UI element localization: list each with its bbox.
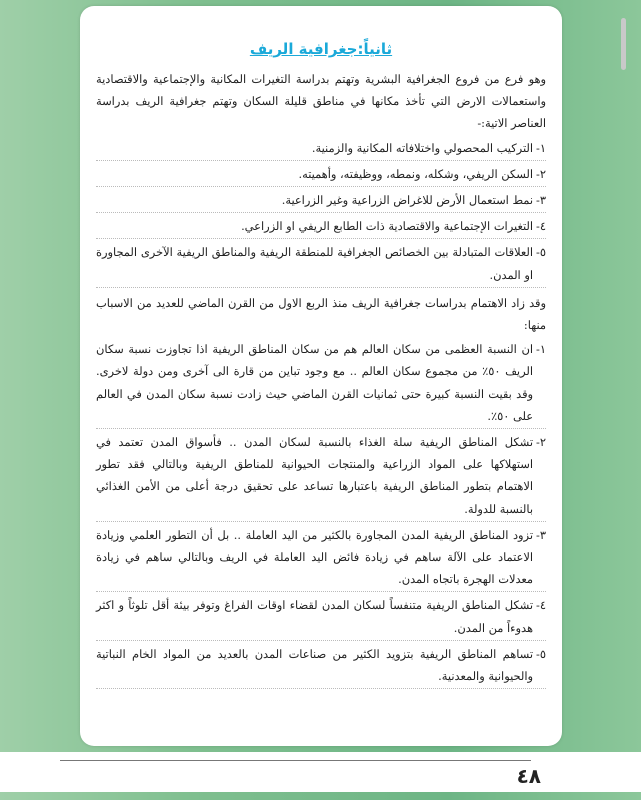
element-text: التغيرات الإجتماعية والاقتصادية ذات الطابع الريفي او الزراعي. — [241, 219, 534, 234]
element-item-2 — [96, 163, 546, 187]
reason-text: تساهم المناطق الريفية بتزويد الكثير من صناعات المدن بالعديد من المواد الخام النباتية والحيوانية والمعدنية. — [96, 646, 534, 684]
element-item-4 — [96, 215, 546, 239]
reason-number: ١- — [536, 342, 546, 357]
element-number: ٥- — [536, 245, 546, 260]
element-text: نمط استعمال الأرض للاغراض الزراعية وغير الزراعية. — [281, 193, 534, 208]
page-number: ٤٨ — [516, 764, 541, 788]
page-card — [80, 6, 562, 746]
reason-text: تزود المناطق الريفية المدن المجاورة بالكثير من اليد العاملة .. بل أن التطور العلمي وزيادة الاعتماد على الآلة ساهم في زيادة فائض اليد العاملة في الريف وبالتالي ساهم في زيادة معدلات الهجرة باتجاه المدن. — [96, 527, 534, 587]
element-number: ١- — [536, 140, 546, 155]
footer-bar — [0, 752, 641, 792]
footer-divider — [60, 760, 531, 761]
element-item-3 — [96, 189, 546, 213]
reason-text: تشكل المناطق الريفية متنفساً لسكان المدن لقضاء اوقات الفراغ وتوفر بيئة أقل تلوثاً و اكثر هدوءاً من المدن. — [96, 598, 534, 635]
reason-number: ٥- — [536, 646, 546, 661]
page-content — [96, 36, 546, 691]
element-text: التركيب المحصولي واختلافاته المكانية والزمنية. — [311, 140, 534, 155]
section-title: ثانياً:جغرافية الريف — [249, 40, 393, 58]
reasons-intro-paragraph: وقد زاد الاهتمام بدراسات جغرافية الريف منذ الربع الاول من القرن الماضي للعديد من الاسباب منها: — [96, 295, 546, 333]
reason-item-3 — [96, 524, 546, 593]
reason-item-4 — [96, 594, 546, 640]
reason-number: ٣- — [536, 527, 546, 542]
reason-text: ان النسبة العظمى من سكان العالم هم من سكان المناطق الريفية اذا تجاوزت نسبة سكان الريف ٥٠٪ من مجموع سكان العالم .. مع وجود تباين من قارة الى آخرى ومن دولة لاخرى. وقد بقيت النسبة كبيرة حتى ثمانيات القرن الماضي حيث زادت نسبة سكان المدن في العالم على ٥٠٪. — [96, 342, 534, 423]
element-number: ٢- — [536, 166, 546, 181]
intro-paragraph: وهو فرع من فروع الجغرافية البشرية وتهتم بدراسة التغيرات المكانية والإجتماعية والاقتصادية واستعمالات الارض التي تأخذ مكانها في مناطق قليلة السكان وتهتم جغرافية الريف بدراسة العناصر الاتية:- — [96, 72, 546, 131]
element-item-5 — [96, 241, 546, 287]
element-item-1 — [96, 137, 546, 161]
reason-item-5 — [96, 643, 546, 689]
reason-item-2 — [96, 431, 546, 522]
element-text: السكن الريفي، وشكله، ونمطه، ووظيفته، وأهميته. — [298, 166, 534, 181]
reason-text: تشكل المناطق الريفية سلة الغذاء بالنسبة لسكان المدن .. فأسواق المدن تعتمد في استهلاكها على المواد الزراعية والمنتجات الحيوانية للمناطق الريفية وبالتالي فقد تطور الاهتمام بتطور المناطق الريفية باعتبارها تساعد على تحقيق درجة أعلى من الأمن الغذائي بالنسبة للدولة. — [96, 435, 534, 516]
reason-number: ٤- — [536, 598, 546, 613]
reason-item-1 — [96, 338, 546, 429]
element-number: ٤- — [536, 219, 546, 234]
scrollbar-thumb[interactable] — [621, 18, 626, 70]
element-number: ٣- — [536, 193, 546, 208]
scrollbar-track[interactable] — [627, 6, 634, 746]
element-text: العلاقات المتبادلة بين الخصائص الجغرافية للمنطقة الريفية والمناطق الريفية الآخرى المجاورة او المدن. — [96, 245, 534, 282]
reason-number: ٢- — [536, 435, 546, 450]
